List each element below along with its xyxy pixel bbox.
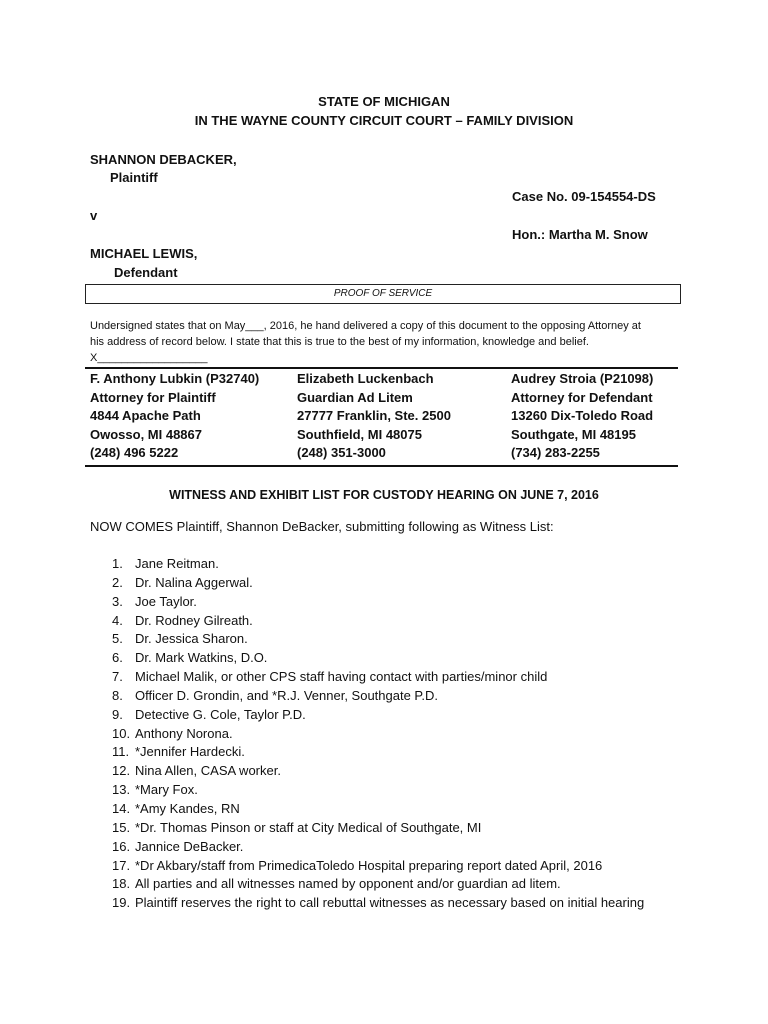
list-item-number: 6. — [112, 650, 123, 666]
list-item-text: Officer D. Grondin, and *R.J. Venner, Southgate P.D. — [135, 687, 439, 703]
list-item-number: 15. — [112, 819, 131, 835]
judge-name: Hon.: Martha M. Snow — [512, 227, 648, 242]
attorney-name: Audrey Stroia (P21098) — [511, 371, 654, 386]
proof-of-service-title-box — [85, 284, 681, 304]
attorney-address: 27777 Franklin, Ste. 2500 — [297, 408, 451, 424]
list-item — [112, 838, 644, 857]
list-item-number: 3. — [112, 593, 123, 609]
proof-of-service-title: PROOF OF SERVICE — [333, 288, 433, 299]
attorney-name: F. Anthony Lubkin (P32740) — [90, 371, 260, 386]
list-item — [112, 649, 644, 668]
list-item — [112, 894, 644, 913]
service-statement-line2: his address of record below. I state that this is true to the best of my information, knowledge and belief. — [90, 336, 589, 348]
list-item-number: 14. — [112, 800, 131, 816]
list-item — [112, 612, 644, 631]
list-item-text: Dr. Rodney Gilreath. — [135, 612, 253, 628]
attorney-city: Southgate, MI 48195 — [511, 426, 636, 442]
list-item-number: 1. — [112, 556, 123, 571]
court-name-heading: IN THE WAYNE COUNTY CIRCUIT COURT – FAMILY DIVISION — [194, 113, 574, 128]
list-item — [112, 555, 644, 574]
list-item-number: 7. — [112, 669, 123, 685]
list-item — [112, 762, 644, 781]
list-item — [112, 630, 644, 649]
list-item-number: 2. — [112, 574, 123, 590]
list-item-text: *Amy Kandes, RN — [135, 800, 240, 816]
attorney-role: Attorney for Defendant — [511, 389, 653, 405]
witness-list-intro: NOW COMES Plaintiff, Shannon DeBacker, submitting following as Witness List: — [90, 519, 554, 534]
attorney-phone: (734) 283-2255 — [511, 445, 600, 461]
list-item-text: *Jennifer Hardecki. — [135, 744, 245, 760]
list-item — [112, 781, 644, 800]
guardian-ad-litem-block — [297, 370, 451, 463]
list-item-text: Michael Malik, or other CPS staff having contact with parties/minor child — [135, 669, 548, 685]
list-item-text: All parties and all witnesses named by opponent and/or guardian ad litem. — [135, 876, 561, 892]
attorney-city: Owosso, MI 48867 — [90, 426, 202, 442]
list-item-number: 4. — [112, 612, 123, 628]
list-item-number: 11. — [112, 744, 130, 760]
plaintiff-attorney-block — [90, 370, 259, 463]
attorney-address: 4844 Apache Path — [90, 408, 201, 424]
attorney-phone: (248) 496 5222 — [90, 445, 179, 461]
list-item-text: Jannice DeBacker. — [135, 838, 244, 854]
list-item — [112, 875, 644, 894]
list-item — [112, 593, 644, 612]
case-number: Case No. 09-154554-DS — [512, 189, 656, 204]
list-item-text: *Mary Fox. — [135, 782, 198, 798]
versus-label: v — [90, 208, 98, 223]
list-item-number: 16. — [112, 838, 131, 854]
attorney-role: Guardian Ad Litem — [297, 389, 413, 405]
list-item-text: Dr. Mark Watkins, D.O. — [135, 650, 268, 666]
attorney-block-bottom-rule — [85, 465, 678, 467]
list-item-text: Plaintiff reserves the right to call rebuttal witnesses as necessary based on initial hearing — [135, 895, 645, 911]
list-item-number: 5. — [112, 631, 123, 647]
attorney-city: Southfield, MI 48075 — [297, 426, 422, 442]
plaintiff-role: Plaintiff — [110, 170, 158, 185]
list-item-number: 13. — [112, 782, 131, 798]
list-item-number: 9. — [112, 706, 123, 722]
list-item-text: *Dr Akbary/staff from PrimedicaToledo Hospital preparing report dated April, 2016 — [135, 857, 603, 873]
attorney-role: Attorney for Plaintiff — [90, 389, 216, 405]
attorney-address: 13260 Dix-Toledo Road — [511, 408, 654, 424]
list-item — [112, 687, 644, 706]
list-item — [112, 743, 644, 762]
list-item — [112, 819, 644, 838]
list-item — [112, 706, 644, 725]
witness-list — [112, 555, 644, 913]
list-item-text: *Dr. Thomas Pinson or staff at City Medical of Southgate, MI — [135, 819, 482, 835]
list-item — [112, 574, 644, 593]
plaintiff-name: SHANNON DEBACKER, — [90, 152, 237, 167]
service-statement-line1: Undersigned states that on May___, 2016, he hand delivered a copy of this document to the opposing Attorney at — [90, 320, 641, 332]
list-item-number: 12. — [112, 763, 131, 779]
attorney-block-top-rule — [85, 367, 678, 369]
defendant-role: Defendant — [114, 265, 178, 280]
list-item-text: Nina Allen, CASA worker. — [135, 763, 281, 779]
defendant-attorney-block — [511, 370, 653, 463]
list-item — [112, 857, 644, 876]
list-item — [112, 725, 644, 744]
list-item — [112, 800, 644, 819]
list-item-text: Detective G. Cole, Taylor P.D. — [135, 706, 306, 722]
signature-line: X__________________ — [90, 352, 208, 364]
attorney-name: Elizabeth Luckenbach — [297, 371, 434, 386]
list-item — [112, 668, 644, 687]
list-item-text: Dr. Nalina Aggerwal. — [135, 574, 253, 590]
list-item-text: Dr. Jessica Sharon. — [135, 631, 248, 647]
list-item-number: 19. — [112, 895, 131, 911]
list-item-text: Joe Taylor. — [135, 593, 197, 609]
defendant-name: MICHAEL LEWIS, — [90, 246, 198, 261]
list-item-number: 8. — [112, 687, 123, 703]
list-item-number: 17. — [112, 857, 131, 873]
list-item-text: Jane Reitman. — [135, 556, 219, 571]
list-item-text: Anthony Norona. — [135, 725, 233, 741]
witness-list-title: WITNESS AND EXHIBIT LIST FOR CUSTODY HEARING ON JUNE 7, 2016 — [169, 488, 599, 502]
list-item-number: 10. — [112, 725, 131, 741]
list-item-number: 18. — [112, 876, 131, 892]
attorney-phone: (248) 351-3000 — [297, 445, 386, 461]
court-state-heading: STATE OF MICHIGAN — [318, 94, 450, 109]
